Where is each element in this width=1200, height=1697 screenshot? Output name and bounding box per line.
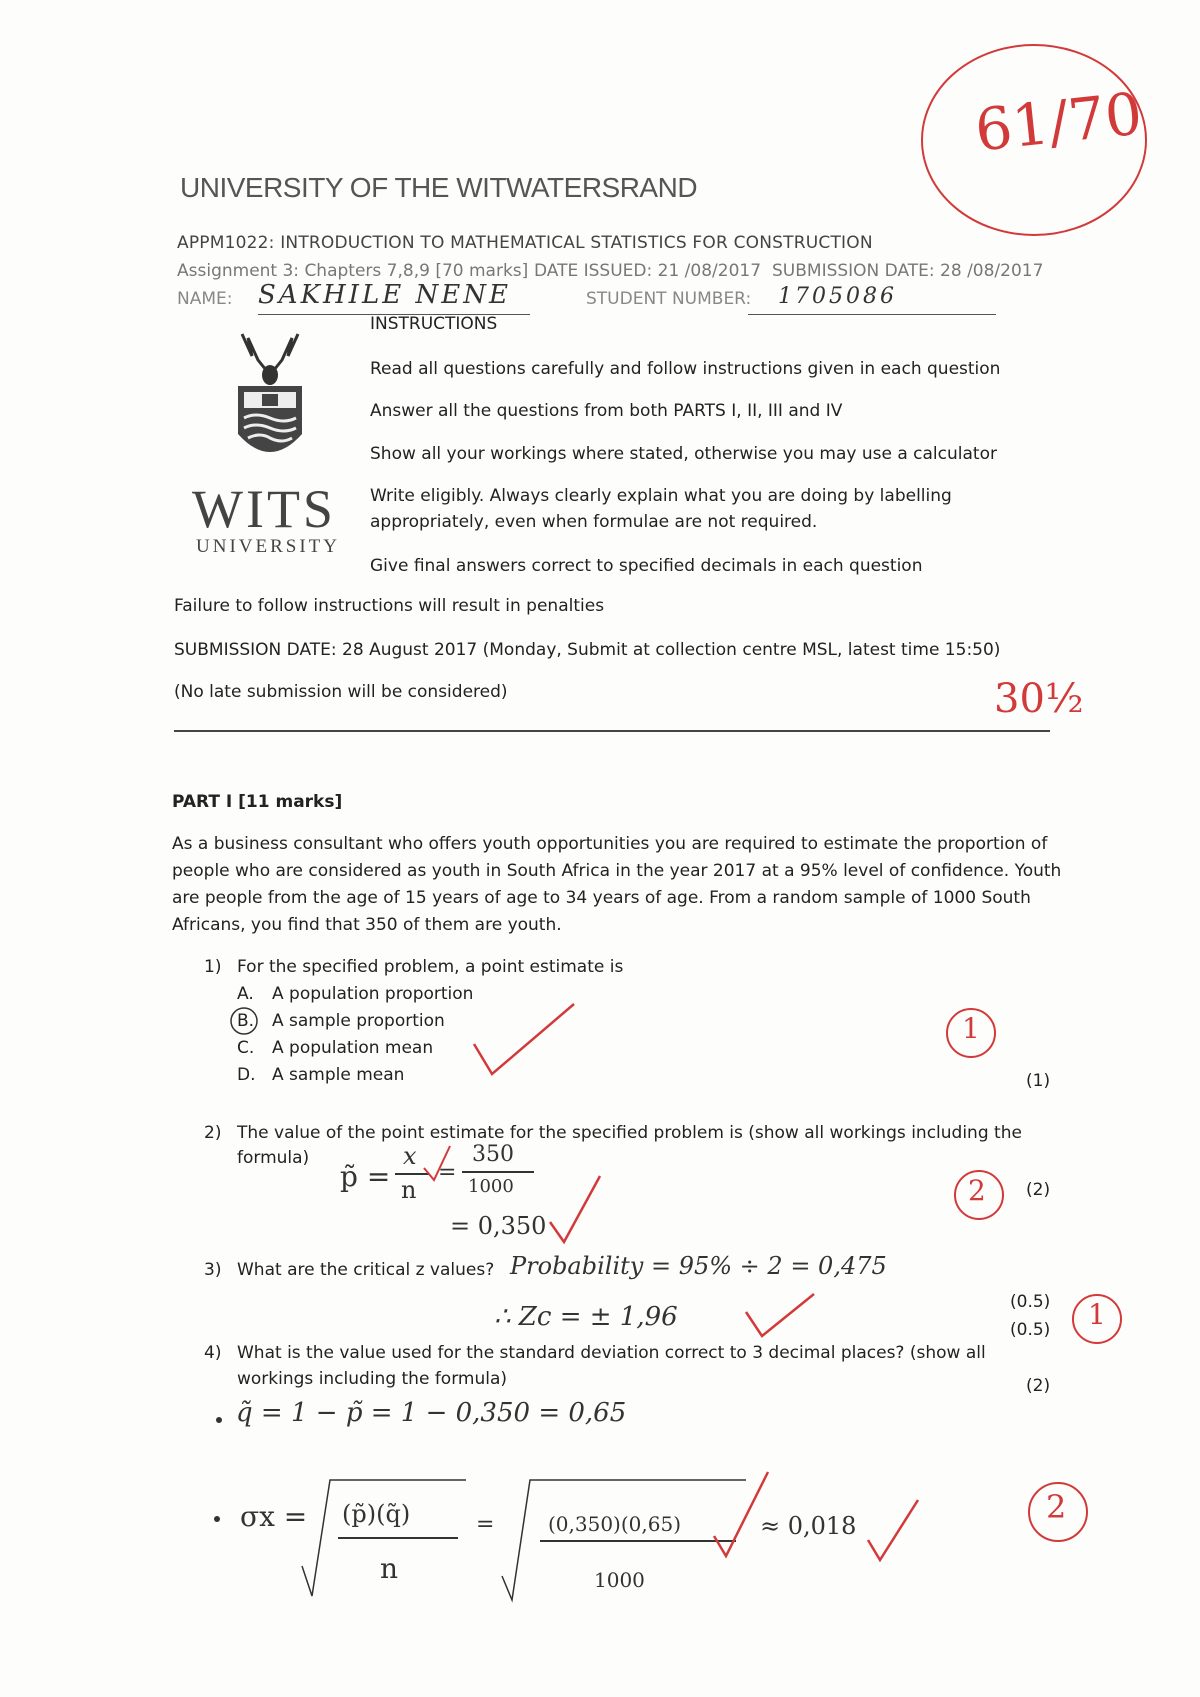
q2-lhs: p̃ = (340, 1160, 391, 1193)
checkmark-icon (400, 1136, 610, 1246)
q1-option-letter: C. (237, 1038, 255, 1058)
q4-work-line: q̃ = 1 − p̃ = 1 − 0,350 = 0,65 (236, 1398, 627, 1428)
checkmark-icon (740, 1290, 820, 1340)
q2-awarded: 2 (968, 1174, 986, 1207)
instruction-item: Write eligibly. Always clearly explain what you are doing by labelling (370, 486, 952, 506)
instruction-item: Show all your workings where stated, otherwise you may use a calculator (370, 444, 997, 464)
assignment-info: Assignment 3: Chapters 7,8,9 [70 marks] (177, 261, 529, 281)
q2-number: 2) (204, 1123, 222, 1143)
q1-awarded: 1 (962, 1012, 980, 1045)
q4-awarded: 2 (1046, 1488, 1067, 1526)
q3-marks: (0.5) (1010, 1320, 1051, 1340)
instruction-item: appropriately, even when formulae are not required. (370, 512, 818, 532)
student-number-label: STUDENT NUMBER: (586, 289, 752, 309)
q3-work-line: Probability = 95% ÷ 2 = 0,475 (510, 1252, 887, 1280)
wits-crest-icon (230, 330, 310, 470)
student-number-value: 1705086 (778, 284, 897, 309)
q2-text: The value of the point estimate for the specified problem is (show all workings including the (237, 1123, 1022, 1143)
q1-option-text: A sample proportion (272, 1011, 445, 1031)
q2-marks: (2) (1026, 1180, 1051, 1200)
q4-marks: (2) (1026, 1376, 1051, 1396)
date-issued: DATE ISSUED: 21 /08/2017 (534, 261, 762, 281)
q1-option-letter: A. (237, 984, 254, 1004)
q2-den: 1000 (468, 1176, 514, 1197)
q4-sigma-eq: = (476, 1512, 495, 1537)
q4-sigma-den2: 1000 (594, 1568, 645, 1592)
q2-frac-den: n (401, 1176, 417, 1204)
divider (174, 730, 1050, 732)
q2-result: = 0,350 (450, 1212, 547, 1240)
q3-marks: (0.5) (1010, 1292, 1051, 1312)
q2-frac-num: x (403, 1142, 417, 1170)
part-score: 30½ (994, 676, 1084, 722)
part1-intro-line: are people from the age of 15 years of age to 34 years of age. From a random sample of 1000 South (172, 888, 1031, 908)
bullet (216, 1417, 222, 1423)
selected-answer-circle-icon (228, 1005, 260, 1037)
q3-text: What are the critical z values? (237, 1260, 495, 1280)
part1-heading: PART I [11 marks] (172, 792, 343, 812)
q2-num: 350 (472, 1142, 514, 1167)
q1-option-letter: D. (237, 1065, 256, 1085)
q1-option-letter: B. (237, 1011, 255, 1031)
wits-subtitle: UNIVERSITY (196, 536, 340, 557)
checkmark-icon (470, 1000, 580, 1080)
student-number-underline (748, 314, 996, 315)
course-title: APPM1022: INTRODUCTION TO MATHEMATICAL STATISTICS FOR CONSTRUCTION (177, 233, 873, 253)
q2-eq: = (438, 1160, 457, 1185)
q4-sigma-num: (p̃)(q̃) (342, 1500, 411, 1528)
q1-text: For the specified problem, a point estimate is (237, 957, 624, 977)
part1-intro-line: Africans, you find that 350 of them are youth. (172, 915, 562, 935)
q4-text-cont: workings including the formula) (237, 1369, 507, 1389)
part1-intro-line: people who are considered as youth in South Africa in the year 2017 at a 95% level of confidence. Youth (172, 861, 1062, 881)
instruction-item: Read all questions carefully and follow instructions given in each question (370, 359, 1001, 379)
q4-number: 4) (204, 1343, 222, 1363)
q1-option-text: A population mean (272, 1038, 434, 1058)
bullet (214, 1516, 220, 1522)
submission-note: SUBMISSION DATE: 28 August 2017 (Monday, Submit at collection centre MSL, latest time 15:50) (174, 640, 1001, 660)
instructions-heading: INSTRUCTIONS (370, 314, 498, 334)
instruction-item: Answer all the questions from both PARTS I, II, III and IV (370, 401, 843, 421)
submission-date: SUBMISSION DATE: 28 /08/2017 (772, 261, 1044, 281)
name-value: SAKHILE NENE (258, 280, 511, 310)
name-label: NAME: (177, 289, 233, 309)
q4-sigma-result: ≈ 0,018 (760, 1512, 857, 1540)
q3-work-line: ∴ Zc = ± 1,96 (494, 1302, 678, 1332)
q4-text: What is the value used for the standard deviation correct to 3 decimal places? (show all (237, 1343, 986, 1363)
total-grade: 61/70 (971, 79, 1146, 165)
penalty-note: Failure to follow instructions will result in penalties (174, 596, 605, 616)
instruction-item: Give final answers correct to specified decimals in each question (370, 556, 923, 576)
fraction-bar (338, 1537, 458, 1539)
q3-number: 3) (204, 1260, 222, 1280)
q2-text-cont: formula) (237, 1148, 310, 1168)
q1-marks: (1) (1026, 1071, 1051, 1091)
checkmark-icon (690, 1460, 930, 1570)
sqrt-symbol-icon (300, 1476, 470, 1606)
q4-sigma-lhs: σx = (240, 1500, 308, 1533)
wits-wordmark: WITS (192, 479, 336, 539)
q1-number: 1) (204, 957, 222, 977)
late-note: (No late submission will be considered) (174, 682, 508, 702)
q1-option-text: A population proportion (272, 984, 474, 1004)
q1-option-text: A sample mean (272, 1065, 405, 1085)
university-title: UNIVERSITY OF THE WITWATERSRAND (180, 172, 698, 203)
q4-sigma-den: n (380, 1552, 399, 1585)
q4-sigma-num2: (0,350)(0,65) (548, 1512, 681, 1536)
part1-intro-line: As a business consultant who offers youth opportunities you are required to estimate the proportion of (172, 834, 1048, 854)
q3-awarded: 1 (1088, 1298, 1106, 1331)
